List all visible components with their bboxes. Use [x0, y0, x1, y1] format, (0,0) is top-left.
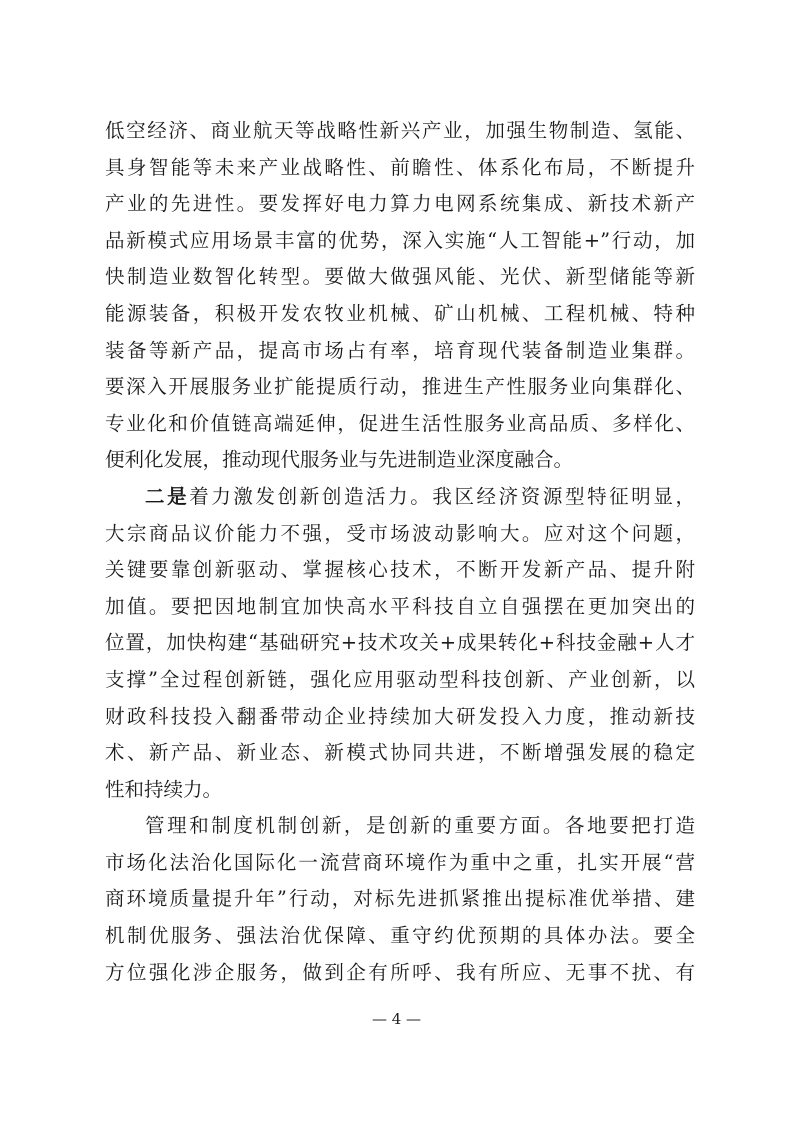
text-line: 术、新产品、新业态、新模式协同共进，不断增强发展的稳定	[105, 741, 695, 765]
paragraph-3	[105, 808, 695, 991]
text-line: 机制优服务、强法治优保障、重守约优预期的具体办法。要全	[105, 924, 695, 948]
page-number: — 4 —	[371, 1010, 422, 1028]
paragraph-1	[105, 113, 695, 479]
text-line: 财政科技投入翻番带动企业持续加大研发投入力度，推动新技	[105, 704, 695, 728]
text-line: 支撑”全过程创新链，强化应用驱动型科技创新、产业创新，以	[105, 667, 695, 691]
text-line: 管理和制度机制创新，是创新的重要方面。各地要把打造	[145, 814, 695, 838]
text-line: 便利化发展，推动现代服务业与先进制造业深度融合。	[105, 448, 574, 472]
text-line	[105, 479, 695, 516]
text-line: 具身智能等未来产业战略性、前瞻性、体系化布局，不断提升	[105, 155, 695, 179]
text-line: 要深入开展服务业扩能提质行动，推进生产性服务业向集群化、	[105, 375, 695, 399]
text-line: 关键要靠创新驱动、掌握核心技术，不断开发新产品、提升附	[105, 558, 695, 582]
body-text	[105, 113, 695, 991]
text-line: 产业的先进性。要发挥好电力算力电网系统集成、新技术新产	[105, 192, 695, 216]
text-line: 能源装备，积极开发农牧业机械、矿山机械、工程机械、特种	[105, 301, 695, 325]
text-line: 品新模式应用场景丰富的优势，深入实施“人工智能+”行动，加	[105, 228, 695, 252]
text-line: 大宗商品议价能力不强，受市场波动影响大。应对这个问题，	[105, 521, 695, 545]
paragraph-2	[105, 479, 695, 808]
text-line: 快制造业数智化转型。要做大做强风能、光伏、新型储能等新	[105, 265, 695, 289]
text-line: 加值。要把因地制宜加快高水平科技自立自强摆在更加突出的	[105, 594, 695, 618]
text-line: 方位强化涉企服务，做到企有所呼、我有所应、无事不扰、有	[105, 960, 695, 984]
text-line: 装备等新产品，提高市场占有率，培育现代装备制造业集群。	[105, 338, 695, 362]
text-line: 商环境质量提升年”行动，对标先进抓紧推出提标准优举措、建	[105, 887, 695, 911]
text-line-rest: 着力激发创新创造活力。我区经济资源型特征明显，	[189, 484, 695, 508]
text-line: 性和持续力。	[105, 777, 223, 801]
paragraph-lead: 二是	[145, 484, 190, 508]
text-line: 专业化和价值链高端延伸，促进生活性服务业高品质、多样化、	[105, 411, 695, 435]
text-line: 低空经济、商业航天等战略性新兴产业，加强生物制造、氢能、	[105, 119, 695, 142]
text-line: 位置，加快构建“基础研究+技术攻关+成果转化+科技金融+人才	[105, 631, 695, 655]
text-line: 市场化法治化国际化一流营商环境作为重中之重，扎实开展“营	[105, 850, 695, 874]
